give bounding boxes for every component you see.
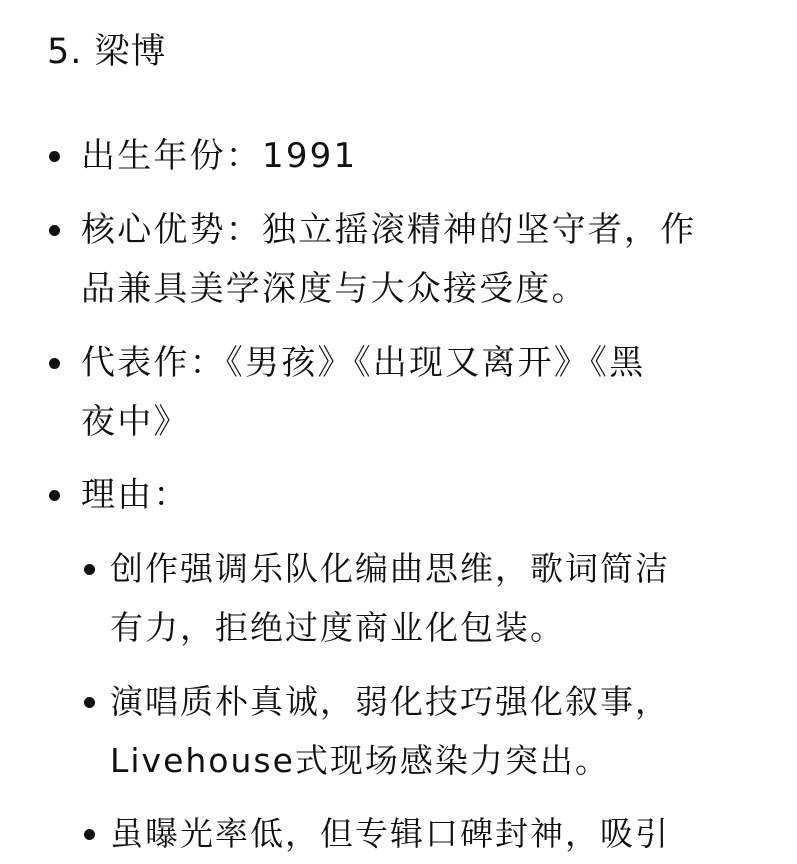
- list-item-text: 品兼具美学深度与大众接受度。: [81, 269, 588, 309]
- sub-list-item-text: 虽曝光率低，但专辑口碑封神，吸引: [110, 814, 670, 853]
- list-item-text: 出生年份：1991: [81, 136, 358, 176]
- bullet-dot: [49, 358, 60, 369]
- bullet-dot: [84, 697, 95, 708]
- bullet-dot: [49, 151, 60, 162]
- section-heading: 5. 梁博: [47, 32, 167, 72]
- bullet-dot: [49, 225, 60, 236]
- sub-list-item-text: 有力，拒绝过度商业化包装。: [110, 608, 565, 647]
- sub-list-item-text: 创作强调乐队化编曲思维，歌词简洁: [110, 549, 670, 588]
- list-item-text: 夜中》: [81, 402, 190, 442]
- list-item-text: 核心优势：独立摇滚精神的坚守者，作: [81, 210, 697, 250]
- bullet-dot: [49, 490, 60, 501]
- list-item-text: 代表作：《男孩》《出现又离开》《黑: [81, 343, 646, 383]
- bullet-dot: [84, 829, 95, 840]
- sub-list-item-text: 演唱质朴真诚，弱化技巧强化叙事，: [110, 682, 670, 721]
- sub-list-item-text: Livehouse式现场感染力突出。: [110, 741, 610, 780]
- bullet-dot: [84, 564, 95, 575]
- list-item-text: 理由：: [81, 475, 190, 515]
